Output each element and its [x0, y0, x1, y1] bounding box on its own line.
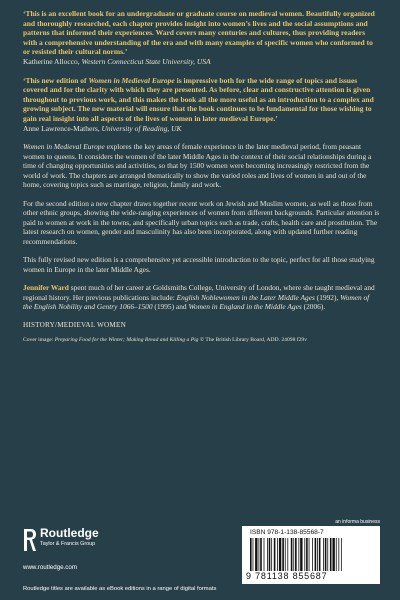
publisher-subtitle: Taylor & Francis Group: [40, 541, 96, 547]
barcode-bar: [274, 538, 276, 571]
review-quote-2-author: Anne Lawrence-Mathers,: [23, 123, 102, 133]
barcode-bar: [325, 538, 327, 571]
book-title: Women in Medieval Europe: [23, 142, 105, 152]
routledge-logo: [23, 526, 143, 560]
review-quote-1-affiliation: Western Connecticut State University, USA: [81, 56, 211, 66]
barcode-bar: [298, 538, 299, 571]
credit-image-title: Preparing Food for the Winter; Making Bread and Killing a Pig: [54, 336, 199, 343]
barcode-bar: [330, 538, 332, 571]
barcode-bar: [319, 538, 321, 571]
barcode-bar: [259, 538, 260, 571]
credit-rest: © The British Library Board, ADD. 24098 f29v: [198, 336, 308, 343]
barcode-icon: [250, 538, 372, 571]
barcode-bar: [285, 538, 286, 571]
author-book-2: Women of the English Nobility and Gentry 1066–1500: [23, 292, 370, 312]
author-book-1: English Noblewomen in the Later Middle Ages: [176, 292, 315, 302]
author-bio-text-2: (1992),: [314, 292, 341, 302]
barcode-bar: [260, 538, 262, 571]
description-paragraph-3: This fully revised new edition is a comprehensive yet accessible introduction to the topic, perfect for all those studying women in Europe in the later Middle Ages.: [23, 255, 375, 274]
barcode-bar: [282, 538, 284, 571]
author-name: Jennifer Ward: [23, 283, 69, 293]
author-bio-text-4: (2006).: [301, 302, 326, 312]
review-quote-2-attribution: [23, 124, 380, 134]
subject-category: HISTORY/MEDIEVAL WOMEN: [23, 320, 126, 329]
publisher-block: [23, 519, 380, 584]
barcode-bar: [327, 538, 328, 571]
review-quote-1-attribution: [23, 57, 380, 67]
barcode-bar: [253, 538, 254, 571]
publisher-url[interactable]: www.routledge.com: [23, 564, 77, 571]
barcode-bar: [323, 538, 324, 571]
review-quote-2-affiliation: University of Reading, UK: [101, 123, 182, 133]
ebook-notice: Routledge titles are available as eBook editions in a range of digital formats: [23, 586, 217, 592]
barcode-bar: [332, 538, 334, 571]
author-bio-text-1: spent much of her career at Goldsmiths College, University of London, where she taught medieval and regional history. Her previous publications include:: [23, 283, 375, 302]
barcode-bar: [267, 538, 268, 571]
barcode-bar: [309, 538, 310, 571]
review-quote-1-text: ‘This is an excellent book for an undergraduate or graduate course on medieval women. Beautifully organized and thoroughly researched, each chapter provides insight into women’s lives and the social assumptions and patterns that informed their experiences. Ward covers many centuries and cultures, thus providing readers with a comprehensive understanding of the era and with many examples of specific women who conformed to or resisted their cultural norms.’: [23, 9, 375, 57]
barcode-bar: [295, 538, 297, 571]
cover-image-credit: [23, 337, 380, 344]
review-quote-2-lead: ‘This new edition of: [23, 75, 89, 85]
review-quote-2: [23, 76, 380, 124]
barcode-bar: [291, 538, 293, 571]
author-bio: [23, 283, 380, 312]
description-1-text: explores the key areas of female experience in the later medieval period, from peasant women to queens. It considers the women of the later Middle Ages in the context of their social relationships during a time of changing opportunities and activities, so that by 1500 women were becoming increasingly restricted from the world of work. The chapters are arranged thematically to show the varied roles and lives of women in and out of the home, covering topics such as marriage, religion, family and work.: [23, 142, 372, 190]
routledge-r-icon: [23, 528, 37, 552]
review-quote-1-author: Katherine Allocco,: [23, 56, 82, 66]
barcode-bar: [271, 538, 272, 571]
description-paragraph-2: For the second edition a new chapter draws together recent work on Jewish and Muslim women, as well as those from other ethnic groups, showing the wide-ranging experiences of women from different backgrounds. Particular attention is paid to women at work in the towns, and specifically urban topics such as trade, crafts, health care and prostitution. The latest research on women, gender and masculinity has also been incorporated, along with updated further reading recommendations.: [23, 198, 380, 246]
barcode-bar: [277, 538, 278, 571]
review-quote-1: [23, 9, 380, 57]
back-cover-text: [23, 9, 380, 344]
publisher-name: Routledge: [40, 526, 99, 540]
isbn-label: ISBN 978-1-138-85568-7: [250, 529, 324, 536]
barcode-bar: [304, 538, 305, 571]
barcode-bar: [306, 538, 308, 571]
credit-lead: Cover image:: [23, 336, 55, 343]
barcode-bar: [312, 538, 313, 571]
description-paragraph-1: [23, 142, 380, 190]
barcode-bar: [250, 538, 252, 571]
barcode-box: [242, 526, 380, 584]
barcode-number: 9 781138 855687: [246, 571, 328, 581]
barcode-bar: [279, 538, 281, 571]
barcode-bar: [264, 538, 265, 571]
barcode-bar: [338, 538, 339, 571]
informa-tagline: an informa business: [335, 519, 380, 525]
barcode-bar: [317, 538, 318, 571]
author-bio-text-3: (1995) and: [152, 302, 189, 312]
barcode-bar: [300, 538, 302, 571]
review-quote-2-rest: is impressive both for the wide range of topics and issues covered and for the clarity with which they are presented. As before, clear and constructive attention is given throughout to previous work, and this makes the book all the more useful as an introduction to a complex and growing subject. The new material will ensure that the book continues to be fundamental for those wishing to gain real insight into all aspects of the lives of women in later medieval Europe.’: [23, 75, 374, 123]
barcode-bar: [341, 538, 342, 571]
barcode-bar: [269, 538, 271, 571]
barcode-bar: [287, 538, 288, 571]
barcode-bar: [315, 538, 317, 571]
review-quote-2-title: Women in Medieval Europe: [88, 75, 175, 85]
barcode-bar: [255, 538, 257, 571]
barcode-bar: [293, 538, 294, 571]
barcode-bar: [336, 538, 337, 571]
author-book-3: Women in England in the Middle Ages: [188, 302, 302, 312]
